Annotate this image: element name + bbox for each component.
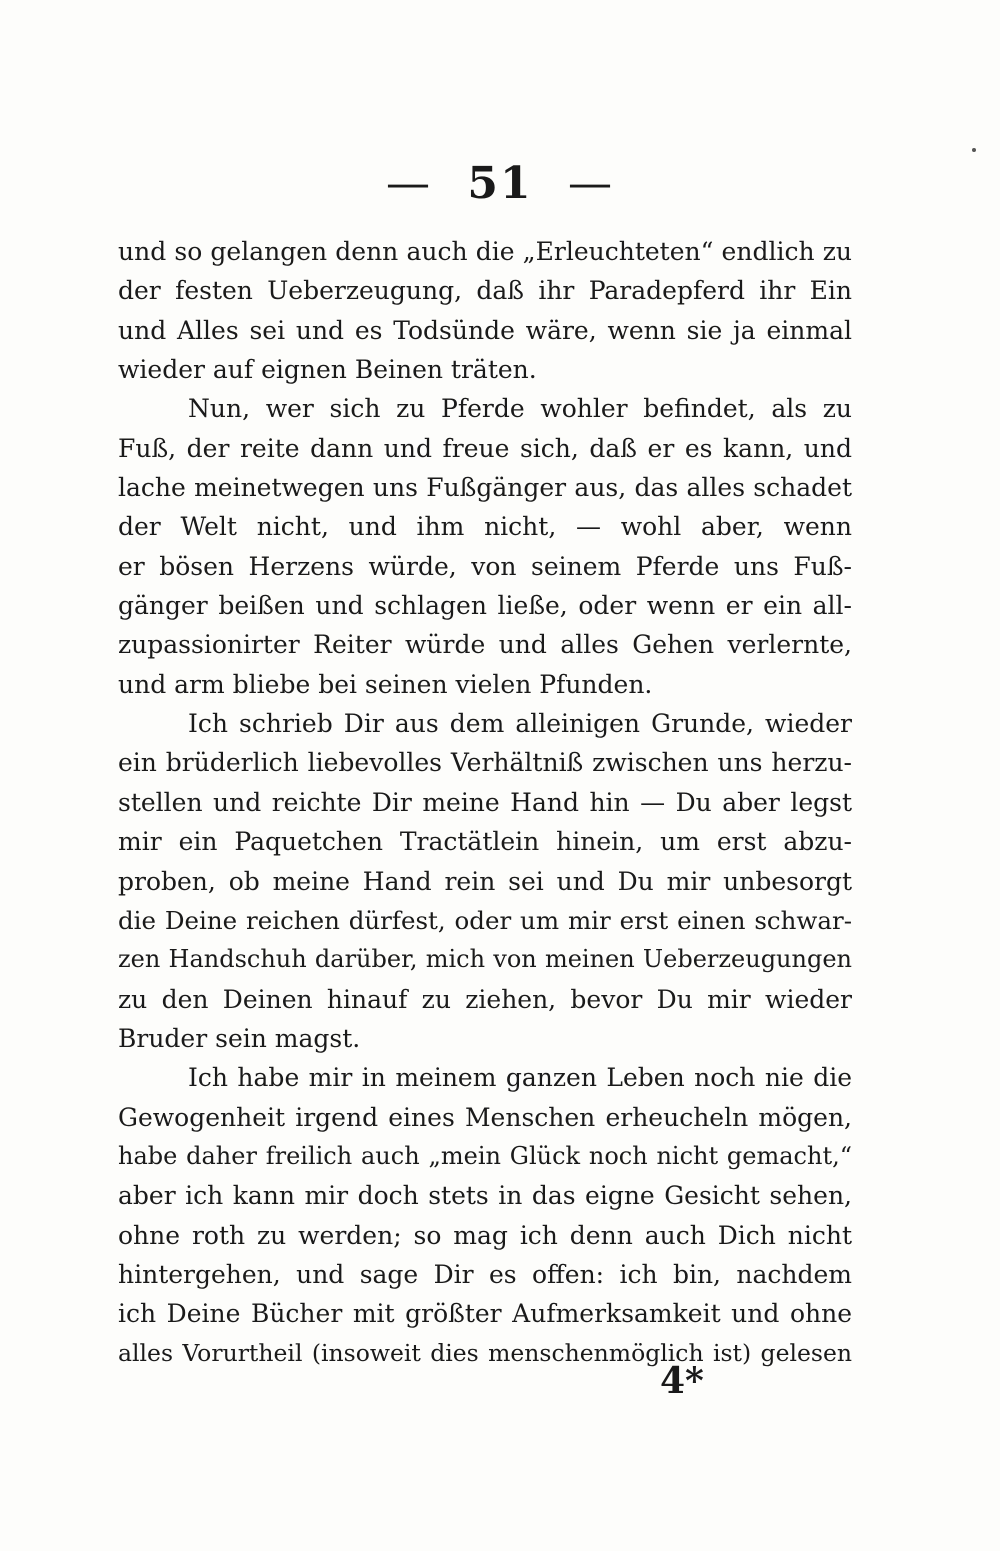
page-number-dash-right: — [567, 158, 614, 209]
page-number-header [0, 158, 1000, 209]
text-line: er bösen Herzens würde, von seinem Pferde uns Fuß- [118, 551, 852, 581]
text-line: mir ein Paquetchen Tractätlein hinein, um erst abzu- [118, 827, 852, 857]
text-line: Fuß, der reite dann und freue sich, daß er es kann, und [118, 433, 852, 463]
printer-signature-mark: 4* [660, 1360, 704, 1402]
text-line: Bruder sein magst. [118, 1023, 361, 1053]
text-line: ein brüderlich liebevolles Verhältniß zwischen uns herzu- [118, 748, 852, 778]
text-line: habe daher freilich auch „mein Glück noch nicht gemacht,“ [118, 1141, 852, 1170]
text-line: und so gelangen denn auch die „Erleuchteten“ endlich zu [118, 237, 852, 266]
text-line: aber ich kann mir doch stets in das eigne Gesicht sehen, [118, 1181, 852, 1211]
text-line: gänger beißen und schlagen ließe, oder wenn er ein all- [118, 591, 852, 621]
paragraph [118, 1058, 852, 1373]
text-line: Gewogenheit irgend eines Menschen erheucheln mögen, [118, 1102, 852, 1132]
text-line: Ich habe mir in meinem ganzen Leben noch nie die [188, 1063, 852, 1093]
text-line: Nun, wer sich zu Pferde wohler befindet, als zu [188, 394, 852, 424]
text-line: stellen und reichte Dir meine Hand hin — Du aber legst [118, 787, 852, 817]
text-line: lache meinetwegen uns Fußgänger aus, das alles schadet [118, 473, 852, 503]
paragraph [118, 389, 852, 704]
text-line: ich Deine Bücher mit größter Aufmerksamkeit und ohne [118, 1299, 852, 1329]
text-line: die Deine reichen dürfest, oder um mir erst einen schwar- [118, 905, 852, 935]
text-line: zen Handschuh darüber, mich von meinen Ueberzeugungen [118, 945, 852, 974]
paragraph [118, 704, 852, 1058]
text-line: proben, ob meine Hand rein sei und Du mir unbesorgt [118, 866, 852, 896]
paragraph [118, 232, 852, 389]
text-line: und Alles sei und es Todsünde wäre, wenn sie ja einmal [118, 315, 852, 345]
text-line: und arm bliebe bei seinen vielen Pfunden. [118, 669, 653, 699]
body-text [118, 232, 852, 1373]
text-line: ohne roth zu werden; so mag ich denn auch Dich nicht [118, 1220, 852, 1250]
text-line: der Welt nicht, und ihm nicht, — wohl aber, wenn [118, 512, 852, 542]
page-number: 51 [467, 158, 533, 209]
text-line: alles Vorurtheil (insoweit dies menschenmöglich ist) gelesen [118, 1338, 852, 1367]
text-line: hintergehen, und sage Dir es offen: ich bin, nachdem [118, 1259, 852, 1289]
text-line: zupassionirter Reiter würde und alles Gehen verlernte, [118, 630, 852, 660]
scan-speck [972, 148, 976, 152]
text-line: wieder auf eignen Beinen träten. [118, 355, 537, 385]
text-line: Ich schrieb Dir aus dem alleinigen Grunde, wieder [188, 709, 852, 739]
text-line: der festen Ueberzeugung, daß ihr Paradepferd ihr Ein [118, 276, 852, 306]
page-number-dash-left: — [386, 158, 433, 209]
text-line: zu den Deinen hinauf zu ziehen, bevor Du mir wieder [118, 984, 852, 1014]
